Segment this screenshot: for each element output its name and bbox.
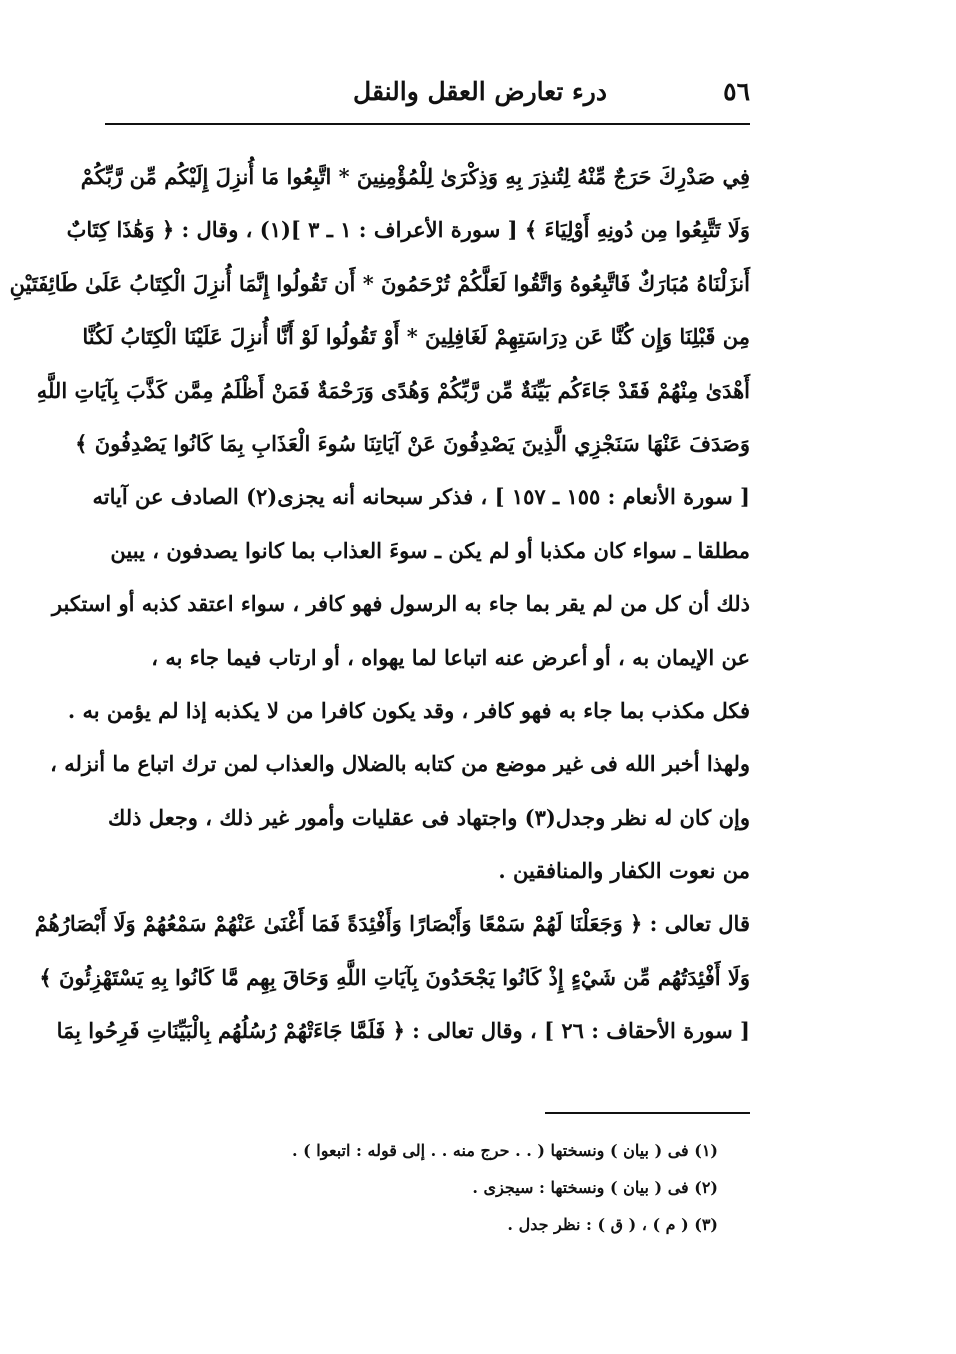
text-line: أَهْدَىٰ مِنْهُمْ فَقَدْ جَاءَكُم بَيِّنَةٌ مِّن رَّبِّكُمْ وَهُدًى وَرَحْمَةٌ فَمَنْ أَظْلَمُ مِمَّن كَذَّبَ بِآيَاتِ اللَّهِ xyxy=(36,377,750,403)
text-line: [ سورة الأنعام : ١٥٥ ـ ١٥٧ ] ، فذكر سبحانه أنه يجزى(٢) الصادف عن آياته xyxy=(92,484,750,510)
text-line: وَلَا أَفْئِدَتُهُم مِّن شَيْءٍ إِذْ كَانُوا يَجْحَدُونَ بِآيَاتِ اللَّهِ وَحَاقَ بِهِم مَّا كَانُوا بِهِ يَسْتَهْزِئُونَ ﴾ xyxy=(39,964,750,990)
text-line: عن الإيمان به ، أو أعرض عنه اتباعا لما يهواه ، أو ارتاب فيما جاء به ، xyxy=(151,644,750,670)
text-line: ولهذا أخبر الله فى غير موضع من كتابه بالضلال والعذاب لمن ترك اتباع ما أنزله ، xyxy=(50,751,750,777)
text-line: فكل مكذب بما جاء به فهو كافر ، وقد يكون كافرا من لا يكذبه إذا لم يؤمن به . xyxy=(67,697,750,723)
text-line: مطلقا ـ سواء كان مكذبا أو لم يكن ـ سوءَ العذاب بما كانوا يصدفون ، يبين xyxy=(110,537,750,563)
page-number: ٥٦ xyxy=(723,77,750,106)
text-line: [ سورة الأحقاف : ٢٦ ] ، وقال تعالى : ﴿ فَلَمَّا جَاءَتْهُمْ رُسُلُهُم بِالْبَيِّنَاتِ فَرِحُوا بِمَا xyxy=(56,1018,750,1044)
text-line: وَصَدَفَ عَنْهَا سَنَجْزِي الَّذِينَ يَصْدِفُونَ عَنْ آيَاتِنَا سُوءَ الْعَذَابِ بِمَا كَانُوا يَصْدِفُونَ ﴾ xyxy=(75,430,750,456)
text-line: وَلَا تَتَّبِعُوا مِن دُونِهِ أَوْلِيَاءَ ﴾ [ سورة الأعراف : ١ ـ ٣ ](١) ، وقال : ﴿ وَهَٰذَا كِتَابٌ xyxy=(66,217,750,243)
footnote-3: (٣) ( م ) ، ( ق ) : نظر جدل . xyxy=(507,1215,718,1234)
text-line: من نعوت الكفار والمنافقين . xyxy=(498,858,750,884)
footnotes xyxy=(250,1132,718,1243)
footnote-1: (١) فى ( بيان ) ونسختها ( . . حرج منه . . إلى قوله : اتبعوا ) . xyxy=(292,1141,718,1160)
text-line: وإن كان له نظر وجدل(٣) واجتهاد فى عقليات وأمور غير ذلك ، وجعل ذلك xyxy=(108,804,750,830)
text-line: أَنزَلْنَاهُ مُبَارَكٌ فَاتَّبِعُوهُ وَاتَّقُوا لَعَلَّكُمْ تُرْحَمُونَ * أَن تَقُولُوا إِنَّمَا أُنزِلَ الْكِتَابُ عَلَىٰ طَائِفَتَيْنِ xyxy=(9,270,750,296)
footnote-divider xyxy=(545,1112,750,1114)
running-header-title: درء تعارض العقل والنقل xyxy=(353,77,607,106)
text-line: ذلك أن كل من لم يقر بما جاء به الرسول فهو كافر ، سواء اعتقد كذبه أو استكبر xyxy=(51,591,750,617)
footnote-2: (٢) فى ( بيان ) ونسختها : سيجزى . xyxy=(472,1178,718,1197)
header-divider xyxy=(105,123,750,125)
main-text xyxy=(9,150,750,1058)
text-line: فِي صَدْرِكَ حَرَجٌ مِّنْهُ لِتُنذِرَ بِهِ وَذِكْرَىٰ لِلْمُؤْمِنِينَ * اتَّبِعُوا مَا أُنزِلَ إِلَيْكُم مِّن رَّبِّكُمْ xyxy=(80,164,750,189)
text-line: قال تعالى : ﴿ وَجَعَلْنَا لَهُمْ سَمْعًا وَأَبْصَارًا وَأَفْئِدَةً فَمَا أَغْنَىٰ عَنْهُمْ سَمْعُهُمْ وَلَا أَبْصَارُهُمْ xyxy=(34,911,750,937)
text-line: مِن قَبْلِنَا وَإِن كُنَّا عَن دِرَاسَتِهِمْ لَغَافِلِينَ * أَوْ تَقُولُوا لَوْ أَنَّا أُنزِلَ عَلَيْنَا الْكِتَابُ لَكُنَّا xyxy=(82,324,750,350)
